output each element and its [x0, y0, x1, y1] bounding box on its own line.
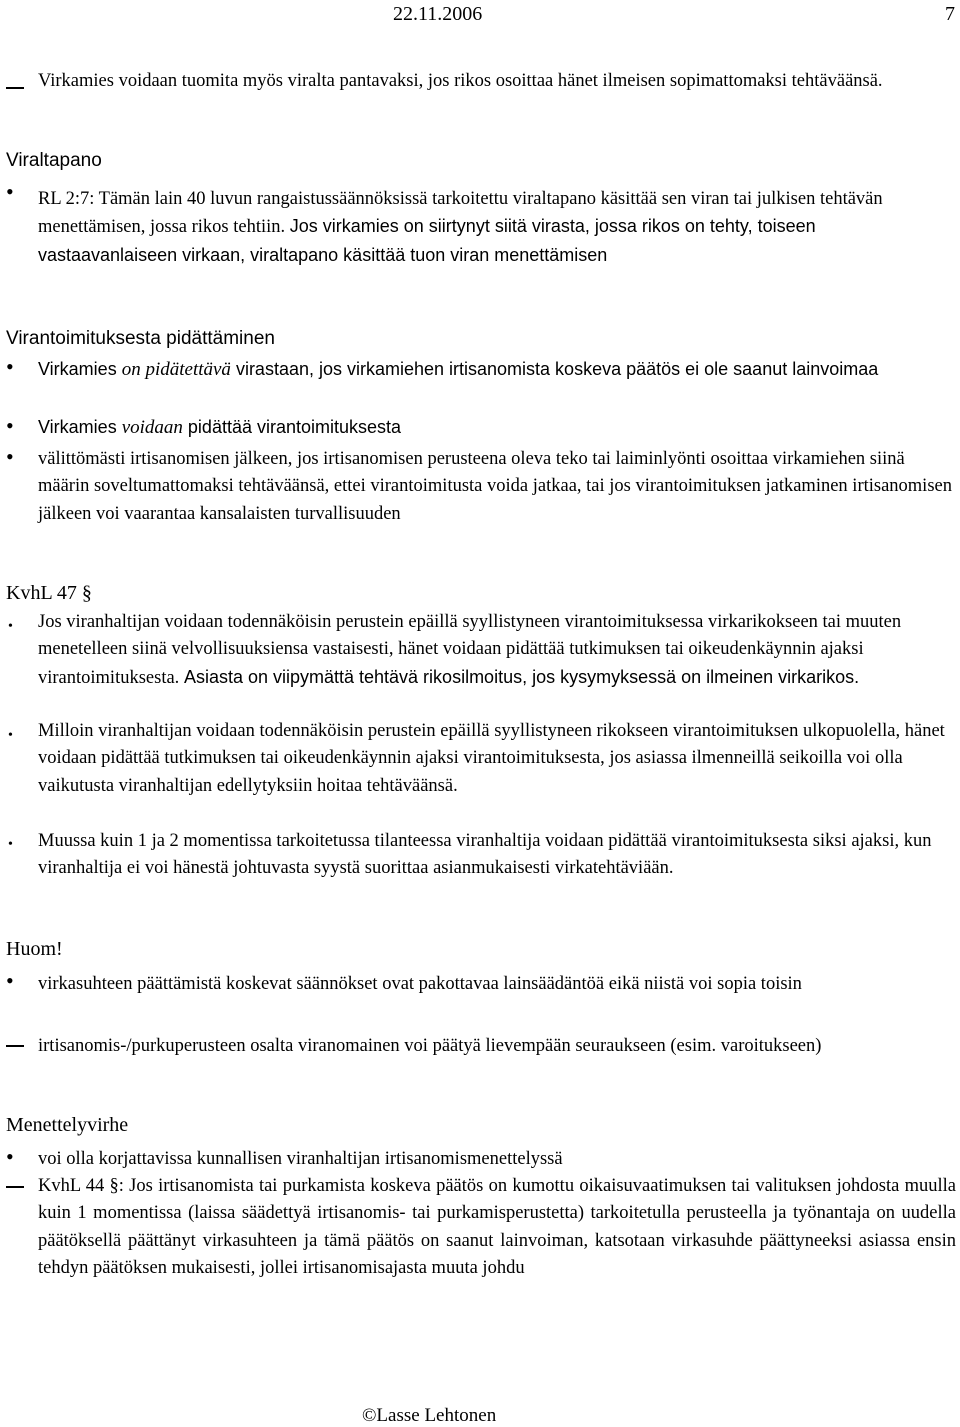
bullet-marker: • — [6, 179, 14, 204]
dash-marker — [6, 87, 24, 89]
heading-pidattaminen: Virantoimituksesta pidättäminen — [6, 328, 275, 349]
item1-text-b: virastaan, jos virkamiehen irtisanomista koskeva päätös ei ole saanut lainvoimaa — [230, 359, 879, 379]
kvhl47-item1-text: Jos viranhaltijan voidaan todennäköisin perustein epäillä syyllistyneen virantoimituksessa virkarikokseen tai muuten menetelleen siinä velvollisuuksiensa vastaisesti, hänet voidaan pidättää tutkimuksen tai oikeudenkäynnin ajaksi virantoimituksesta. — [38, 612, 902, 688]
huom-item-2: irtisanomis-/purkuperusteen osalta viranomainen voi päätyä lievempään seuraukseen (esim. varoitukseen) — [38, 1036, 822, 1056]
item2-text-a: Virkamies — [38, 417, 122, 437]
huom-item-1: virkasuhteen päättämistä koskevat säännökset ovat pakottavaa lainsäädäntöä eikä niistä voi sopia toisin — [38, 974, 802, 994]
kvhl47-item-1 — [38, 609, 956, 692]
bullet-marker: • — [8, 619, 13, 634]
menettelyvirhe-item-2: KvhL 44 §: Jos irtisanomista tai purkamista koskeva päätös on kumottu oikaisuvaatimuksen tai valituksen johdosta muulla kuin 1 momentissa (laissa säädettyä irtisanomis- tai purkamisperustetta) tarkoitetulla perusteella ja työnantaja on uudella päätöksellä päättänyt virkasuhteen ja tämä päätös on saanut lainvoiman, katsotaan virkasuhde päättyneeksi asiassa ensin tehdyn päätöksen mukaisesti, jollei irtisanomisajasta muuta johdu — [38, 1176, 956, 1278]
bullet-marker: • — [6, 354, 14, 379]
pidattaminen-item-1 — [38, 356, 956, 383]
viraltapano-item — [38, 186, 956, 270]
item2-emphasis: voidaan — [121, 417, 183, 438]
kvhl47-item-2: Milloin viranhaltijan voidaan todennäköisin perustein epäillä syyllistyneen rikokseen virantoimituksen ulkopuolella, hänet voidaan pidättää tutkimuksen tai oikeudenkäynnin ajaksi virantoimituksesta, jos asiassa ilmenneillä seikoilla voi olla vaikutusta viranhaltijan edellytyksiin hoitaa tehtäväänsä. — [38, 721, 945, 796]
bullet-marker: • — [6, 413, 14, 438]
item1-emphasis: on pidätettävä — [121, 359, 231, 380]
footer-copyright: ©Lasse Lehtonen — [362, 1405, 497, 1426]
menettelyvirhe-item-1: voi olla korjattavissa kunnallisen viranhaltijan irtisanomismenettelyssä — [38, 1149, 563, 1169]
bullet-marker: • — [6, 968, 14, 993]
heading-menettelyvirhe: Menettelyvirhe — [6, 1114, 129, 1136]
dash-marker — [6, 1045, 24, 1047]
item1-text-a: Virkamies — [38, 359, 122, 379]
page-number: 7 — [945, 3, 955, 25]
kvhl47-item1-note: Asiasta on viipymättä tehtävä rikosilmoitus, jos kysymyksessä on ilmeinen virkarikos. — [183, 666, 860, 687]
bullet-marker: • — [6, 444, 14, 469]
header-date: 22.11.2006 — [393, 3, 483, 25]
heading-kvhl-47: KvhL 47 § — [6, 582, 92, 604]
dash-marker — [6, 1186, 24, 1188]
intro-text: Virkamies voidaan tuomita myös viralta pantavaksi, jos rikos osoittaa hänet ilmeisen sopimattomaksi tehtäväänsä. — [38, 71, 883, 91]
bullet-marker: • — [8, 837, 13, 852]
bullet-marker: • — [8, 728, 13, 743]
kvhl47-item-3: Muussa kuin 1 ja 2 momentissa tarkoitetussa tilanteessa viranhaltija voidaan pidättää virantoimituksesta siksi ajaksi, kun viranhaltija ei voi hänestä johtuvasta syystä suorittaa asianmukaisesti virkatehtäviään. — [38, 831, 932, 879]
pidattaminen-item-3: välittömästi irtisanomisen jälkeen, jos irtisanomisen perusteena oleva teko tai laiminlyönti osoittaa virkamiehen siinä määrin soveltumattomaksi tehtäväänsä, ettei virantoimitusta voida jatkaa, tai jos virantoimituksen jatkaminen irtisanomisen jälkeen voi vaarantaa kansalaisten turvallisuuden — [38, 449, 952, 524]
viraltapano-transfer-text: Jos virkamies on siirtynyt siitä virasta, jossa rikos on tehty, toiseen vastaavanlaiseen virkaan, viraltapano käsittää tuon viran menettämisen — [38, 216, 816, 265]
rl-2-7-text: RL 2:7: Tämän lain 40 luvun rangaistussäännöksissä tarkoitettu viraltapano käsittää sen viran tai julkisen tehtävän menettämisen, jossa rikos tehtiin. — [38, 189, 883, 238]
heading-huom: Huom! — [6, 938, 63, 960]
heading-viraltapano: Viraltapano — [6, 150, 102, 171]
bullet-marker: • — [6, 1144, 14, 1169]
pidattaminen-item-2 — [38, 414, 956, 441]
item2-text-b: pidättää virantoimituksesta — [182, 417, 402, 437]
